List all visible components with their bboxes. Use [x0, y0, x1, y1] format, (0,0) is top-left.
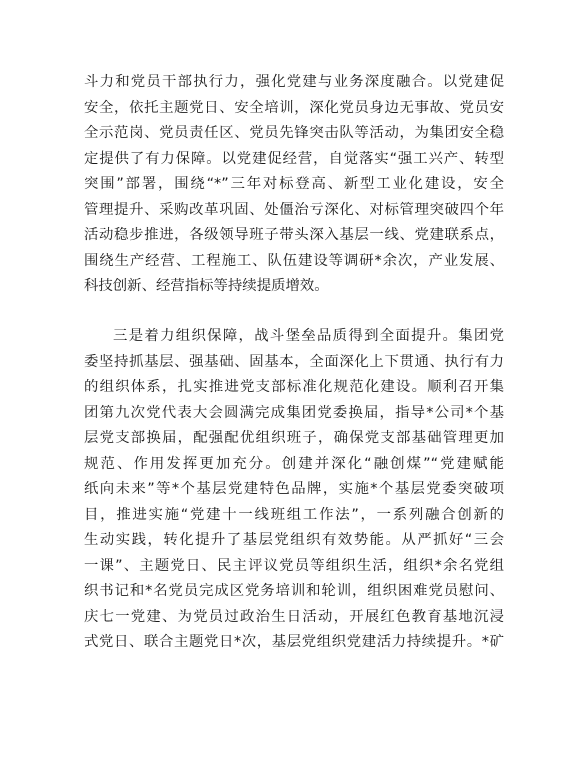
text-line: 三是着力组织保障，战斗堡垒品质得到全面提升。集团党 [113, 328, 504, 344]
text-line: 管理提升、采购改革巩固、处僵治亏深化、对标管理突破四个年 [84, 201, 504, 218]
text-line: 委坚持抓基层、强基础、固基本，全面深化上下贯通、执行有力 [84, 353, 504, 370]
text-line: 全示范岗、党员责任区、党员先锋突击队等活动，为集团安全稳 [84, 125, 504, 141]
text-line: 庆七一党建、为党员过政治生日活动，开展红色教育基地沉浸 [84, 608, 504, 625]
text-line: 团第九次党代表大会圆满完成集团党委换届，指导*公司*个基 [84, 404, 504, 421]
text-line: 目，推进实施“党建十一线班组工作法”，一系列融合创新的 [84, 506, 504, 523]
text-line: 织书记和*名党员完成区党务培训和轮训，组织困难党员慰问、 [84, 583, 504, 599]
text-line: 规范、作用发挥更加充分。创建并深化“融创煤”“党建赋能 [84, 455, 504, 472]
text-line: 斗力和党员干部执行力，强化党建与业务深度融合。以党建促 [84, 74, 504, 90]
text-line: 式党日、联合主题党日*次，基层党组织党建活力持续提升。*矿 [84, 634, 504, 650]
text-line: 一课”、主题党日、民主评议党员等组织生活，组织*余名党组 [84, 557, 504, 574]
text-line: 活动稳步推进，各级领导班子带头深入基层一线、党建联系点， [84, 227, 504, 243]
text-line: 的组织体系，扎实推进党支部标准化规范化建设。顺利召开集 [84, 379, 504, 395]
paragraph-2 [84, 324, 504, 656]
text-line: 安全，依托主题党日、安全培训，深化党员身边无事故、党员安 [84, 99, 504, 116]
text-line: 生动实践，转化提升了基层党组织有效势能。从严抓好“三会 [84, 532, 504, 548]
text-line: 纸向未来”等*个基层党建特色品牌，实施*个基层党委突破项 [84, 481, 504, 497]
text-line: 定提供了有力保障。以党建促经营，自觉落实“强工兴产、转型 [84, 150, 504, 167]
text-line: 科技创新、经营指标等持续提质增效。 [84, 278, 329, 294]
text-line: 突围”部署，围绕“*”三年对标登高、新型工业化建设，安全 [84, 176, 504, 192]
paragraph-1 [84, 70, 504, 300]
text-line: 围绕生产经营、工程施工、队伍建设等调研*余次，产业发展、 [84, 252, 504, 269]
text-line: 层党支部换届，配强配优组织班子，确保党支部基础管理更加 [84, 430, 504, 446]
